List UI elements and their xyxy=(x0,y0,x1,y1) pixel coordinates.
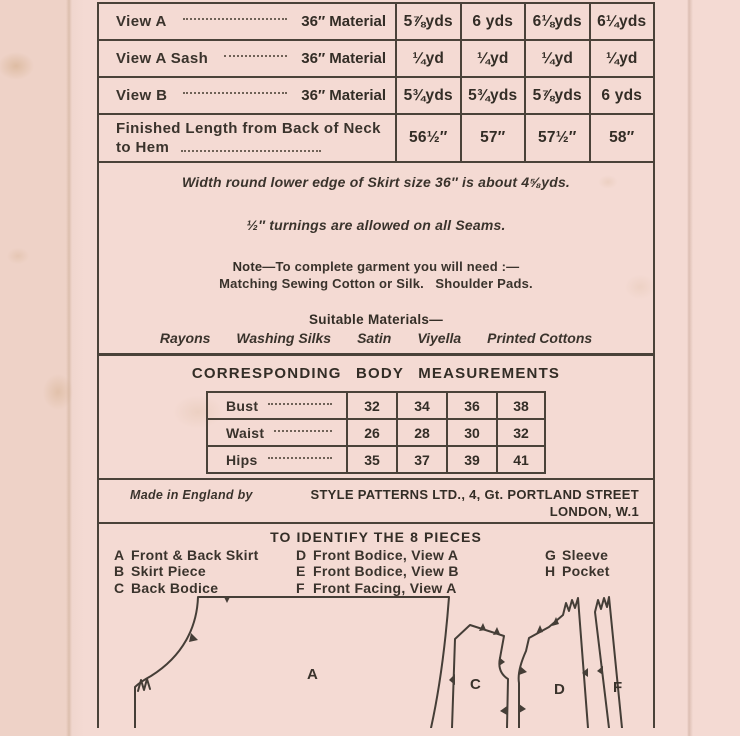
yardage-table xyxy=(97,2,655,163)
yardage-label-cell xyxy=(99,78,395,113)
measurement-value-cell: 39 xyxy=(446,447,496,472)
notes-section xyxy=(97,161,655,356)
measurement-label: Bust xyxy=(226,397,259,414)
yardage-label-cell xyxy=(99,115,395,161)
piece-key: D xyxy=(296,546,307,563)
notch-marks xyxy=(189,597,603,715)
view-label: View A xyxy=(116,13,167,30)
legend-column-3 xyxy=(545,547,610,580)
yardage-row-finished-length xyxy=(99,115,653,161)
legend-item xyxy=(296,563,459,580)
piece-label-a: A xyxy=(307,665,318,683)
view-label: View A Sash xyxy=(116,50,209,67)
material-item: Printed Cottons xyxy=(487,329,593,346)
yardage-value-cell: ¼yd xyxy=(460,41,525,76)
piece-label-c: C xyxy=(470,675,481,693)
dotted-leader xyxy=(183,18,288,20)
yardage-label-cell xyxy=(99,41,395,76)
note-line2: Matching Sewing Cotton or Silk. Shoulder Pads. xyxy=(219,275,533,291)
yardage-value-cell: ¼yd xyxy=(524,41,589,76)
yardage-value-cell: 56½″ xyxy=(395,115,460,161)
piece-name: Skirt Piece xyxy=(131,563,206,579)
legend-item xyxy=(114,547,259,564)
measurement-label-cell xyxy=(208,420,346,445)
measurement-label-cell xyxy=(208,447,346,472)
legend-item xyxy=(545,563,610,580)
yardage-value-cell: 5⅞yds xyxy=(524,78,589,113)
piece-d-outline xyxy=(519,598,588,728)
piece-key: C xyxy=(114,579,125,596)
suitable-materials-title: Suitable Materials— xyxy=(309,311,443,327)
dotted-leader xyxy=(274,430,332,432)
measurement-value-cell: 28 xyxy=(396,420,446,445)
measurements-section xyxy=(97,353,655,524)
material-item: Satin xyxy=(357,329,392,346)
piece-key: F xyxy=(296,579,305,596)
material-label: 36″ Material xyxy=(301,50,386,67)
publisher-line1: STYLE PATTERNS LTD., 4, Gt. PORTLAND STREET xyxy=(310,487,639,502)
dotted-leader xyxy=(268,457,332,459)
measurement-label-cell xyxy=(208,393,346,418)
yardage-value-cell: 58″ xyxy=(589,115,654,161)
made-in-england-label: Made in England by xyxy=(130,488,253,502)
measurement-row-hips xyxy=(208,447,544,472)
skirt-width-note: Width round lower edge of Skirt size 36″ is about 4⅝yds. xyxy=(181,173,571,190)
yardage-value-cell: 5¾yds xyxy=(395,78,460,113)
piece-a-outline xyxy=(135,597,449,728)
yardage-label-cell xyxy=(99,4,395,39)
piece-label-d: D xyxy=(554,680,565,698)
yardage-value-cell: 6 yds xyxy=(589,78,654,113)
material-item: Rayons xyxy=(159,329,211,346)
pieces-title: TO IDENTIFY THE 8 PIECES xyxy=(270,528,482,545)
measurement-value-cell: 37 xyxy=(396,447,446,472)
piece-key: B xyxy=(114,563,125,579)
measurement-value-cell: 32 xyxy=(346,393,396,418)
yardage-value-cell: 6¼yds xyxy=(589,4,654,39)
yardage-value-cell: ¼yd xyxy=(395,41,460,76)
dotted-leader xyxy=(268,403,332,405)
yardage-value-cell: 57″ xyxy=(460,115,525,161)
piece-name: Front Facing, View A xyxy=(313,579,457,596)
turnings-note: ½″ turnings are allowed on all Seams. xyxy=(246,216,506,233)
measurement-value-cell: 35 xyxy=(346,447,396,472)
view-label: View B xyxy=(116,87,168,104)
suitable-materials-list xyxy=(99,330,653,346)
measurement-value-cell: 30 xyxy=(446,420,496,445)
measurement-value-cell: 41 xyxy=(496,447,544,472)
measurement-value-cell: 36 xyxy=(446,393,496,418)
measurement-row-waist xyxy=(208,420,544,447)
yardage-value-cell: 57½″ xyxy=(524,115,589,161)
publisher-address xyxy=(310,486,639,520)
printed-panel xyxy=(97,0,655,736)
finished-length-label: Finished Length from Back of Neck to Hem xyxy=(116,120,381,156)
measurements-title: CORRESPONDING BODY MEASUREMENTS xyxy=(191,365,561,382)
publisher-strip xyxy=(99,478,653,528)
yardage-row-view-a-sash xyxy=(99,41,653,78)
note-text: —To complete garment you will need :— xyxy=(262,258,520,274)
measurement-label: Hips xyxy=(226,451,258,468)
yardage-value-cell: 6 yds xyxy=(460,4,525,39)
pieces-section xyxy=(97,522,655,728)
piece-name: Back Bodice xyxy=(131,579,219,596)
pattern-pieces-diagram xyxy=(99,595,652,728)
legend-column-1 xyxy=(114,547,259,597)
measurement-row-bust xyxy=(208,393,544,420)
dotted-leader xyxy=(183,92,287,94)
material-label: 36″ Material xyxy=(301,87,386,104)
legend-item xyxy=(545,547,610,564)
piece-name: Sleeve xyxy=(562,546,609,563)
piece-label-f: F xyxy=(613,678,623,696)
piece-name: Pocket xyxy=(562,563,610,579)
material-label: 36″ Material xyxy=(301,13,386,30)
yardage-value-cell: ¼yd xyxy=(589,41,654,76)
measurement-value-cell: 26 xyxy=(346,420,396,445)
material-item: Washing Silks xyxy=(236,329,332,346)
yardage-row-view-b xyxy=(99,78,653,115)
legend-item xyxy=(114,563,259,580)
measurement-value-cell: 34 xyxy=(396,393,446,418)
dotted-leader xyxy=(181,150,321,152)
legend-column-2 xyxy=(296,547,459,597)
measurements-table xyxy=(206,391,546,474)
piece-key: H xyxy=(545,563,556,579)
yardage-value-cell: 5⅞yds xyxy=(395,4,460,39)
material-item: Viyella xyxy=(417,329,462,346)
piece-name: Front Bodice, View B xyxy=(313,563,459,579)
piece-f-outline xyxy=(595,597,622,728)
yardage-row-view-a xyxy=(99,4,653,41)
measurement-value-cell: 32 xyxy=(496,420,544,445)
piece-key: E xyxy=(296,563,306,579)
yardage-value-cell: 6⅛yds xyxy=(524,4,589,39)
dotted-leader xyxy=(224,55,287,57)
completion-note xyxy=(99,258,653,292)
measurement-value-cell: 38 xyxy=(496,393,544,418)
publisher-line2: LONDON, W.1 xyxy=(549,504,639,519)
yardage-value-cell: 5¾yds xyxy=(460,78,525,113)
piece-key: G xyxy=(545,546,557,563)
piece-name: Front Bodice, View A xyxy=(313,546,459,563)
note-label: Note xyxy=(232,258,263,274)
piece-key: A xyxy=(114,546,125,563)
measurement-label: Waist xyxy=(226,424,265,441)
piece-name: Front & Back Skirt xyxy=(131,546,259,563)
legend-item xyxy=(296,547,459,564)
